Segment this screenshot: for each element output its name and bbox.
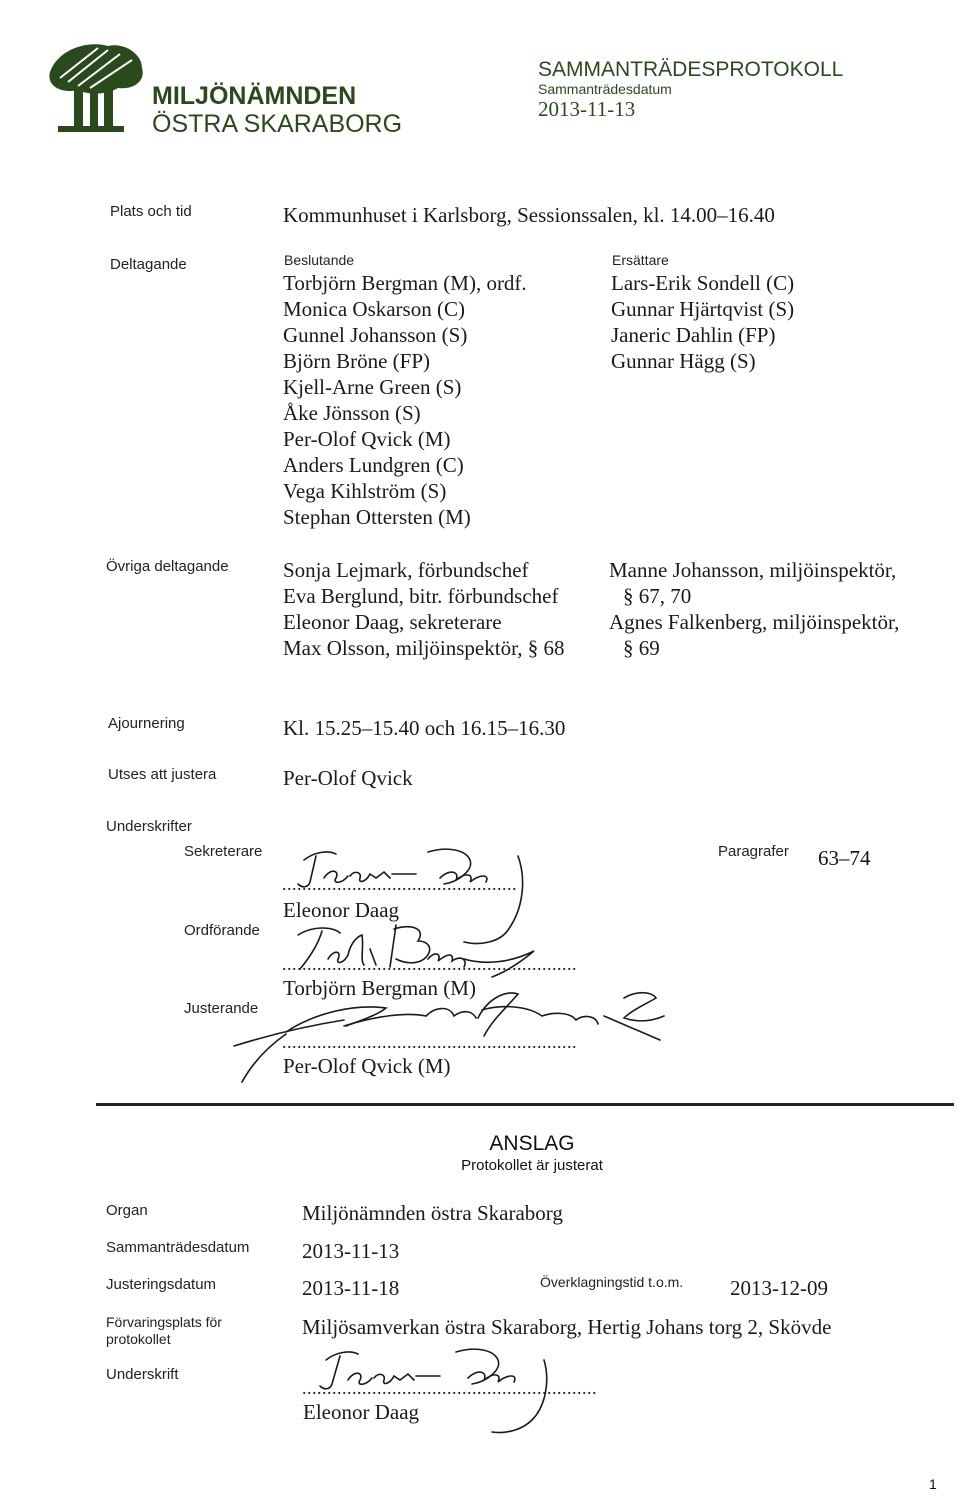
substitutes-label: Ersättare: [612, 252, 669, 268]
secretary-label: Sekreterare: [184, 843, 263, 860]
section-divider: [96, 1103, 954, 1106]
list-item: Agnes Falkenberg, miljöinspektör,: [609, 610, 900, 634]
place-value: Kommunhuset i Karlsborg, Sessionssalen, kl. 14.00–16.40: [283, 203, 775, 227]
adjuster-label: Justerande: [184, 1000, 259, 1017]
signature-label: Underskrift: [106, 1366, 179, 1383]
storage-value: Miljösamverkan östra Skaraborg, Hertig Johans torg 2, Skövde: [302, 1315, 832, 1339]
tree-logo: [38, 38, 148, 138]
appeal-date: 2013-12-09: [730, 1276, 828, 1300]
secretary-name: Eleonor Daag: [283, 898, 400, 922]
others-right-list: [609, 557, 899, 661]
chair-name: Torbjörn Bergman (M): [283, 976, 476, 1000]
list-item: Anders Lundgren (C): [283, 453, 464, 477]
others-left-list: [283, 557, 565, 661]
list-item: Manne Johansson, miljöinspektör,: [609, 558, 897, 582]
signatures-label: Underskrifter: [106, 818, 192, 835]
list-item: Stephan Ottersten (M): [283, 505, 471, 529]
others-label: Övriga deltagande: [106, 558, 229, 575]
appeal-label: Överklagningstid t.o.m.: [540, 1274, 684, 1290]
checker-label: Utses att justera: [108, 766, 217, 783]
notice-subtitle: Protokollet är justerat: [461, 1157, 603, 1174]
list-item: Max Olsson, miljöinspektör, § 68: [283, 636, 565, 660]
secretary-signature-line: ...............................................: [282, 874, 517, 894]
adjuster-name: Per-Olof Qvick (M): [283, 1054, 451, 1078]
list-item: Sonja Lejmark, förbundschef: [283, 558, 529, 582]
meeting-date: 2013-11-13: [538, 97, 636, 121]
chair-signature-line: ...........................................................: [282, 954, 577, 974]
list-item: Gunnel Johansson (S): [283, 323, 468, 347]
organ-label: Organ: [106, 1202, 148, 1219]
list-item: Kjell-Arne Green (S): [283, 375, 462, 399]
notice-signature-name: Eleonor Daag: [303, 1400, 420, 1424]
org-name-line1: MILJÖNÄMNDEN: [152, 82, 357, 110]
deciding-list: [283, 270, 527, 530]
list-item: Vega Kihlström (S): [283, 479, 447, 503]
notice-signature-line: ...........................................................: [302, 1378, 597, 1398]
adjust-date-label: Justeringsdatum: [106, 1276, 217, 1293]
document-type: SAMMANTRÄDESPROTOKOLL: [538, 58, 844, 81]
place-label: Plats och tid: [110, 203, 192, 220]
list-item: Torbjörn Bergman (M), ordf.: [283, 271, 527, 295]
adjourn-label: Ajournering: [108, 715, 185, 732]
storage-label-line1: Förvaringsplats för: [106, 1314, 222, 1330]
list-item: Åke Jönsson (S): [283, 401, 421, 425]
paragraphs-label: Paragrafer: [718, 843, 789, 860]
list-item: Monica Oskarson (C): [283, 297, 465, 321]
list-item: Janeric Dahlin (FP): [611, 323, 776, 347]
notice-meeting-date: 2013-11-13: [302, 1239, 400, 1263]
paragraphs-value: 63–74: [818, 846, 871, 870]
storage-label: [106, 1314, 222, 1348]
adjust-date: 2013-11-18: [302, 1276, 400, 1300]
meeting-date-label: Sammanträdesdatum: [538, 81, 672, 97]
notice-meeting-date-label: Sammanträdesdatum: [106, 1239, 250, 1256]
list-item: § 69: [623, 636, 660, 660]
storage-label-line2: protokollet: [106, 1331, 171, 1347]
checker-value: Per-Olof Qvick: [283, 766, 413, 790]
chair-label: Ordförande: [184, 922, 260, 939]
list-item: Gunnar Hägg (S): [611, 349, 756, 373]
deciding-label: Beslutande: [284, 252, 355, 268]
organ-value: Miljönämnden östra Skaraborg: [302, 1201, 563, 1225]
org-name-line2: ÖSTRA SKARABORG: [152, 110, 403, 138]
substitutes-list: [611, 270, 794, 374]
notice-title: ANSLAG: [489, 1132, 575, 1155]
list-item: Per-Olof Qvick (M): [283, 427, 451, 451]
list-item: Eleonor Daag, sekreterare: [283, 610, 502, 634]
adjourn-value: Kl. 15.25–15.40 och 16.15–16.30: [283, 716, 566, 740]
list-item: § 67, 70: [623, 584, 692, 608]
page-number: 1: [929, 1476, 937, 1492]
list-item: Eva Berglund, bitr. förbundschef: [283, 584, 559, 608]
participants-label: Deltagande: [110, 256, 187, 273]
list-item: Björn Bröne (FP): [283, 349, 430, 373]
list-item: Lars-Erik Sondell (C): [611, 271, 795, 295]
adjuster-signature-line: ...........................................................: [282, 1032, 577, 1052]
list-item: Gunnar Hjärtqvist (S): [611, 297, 795, 321]
